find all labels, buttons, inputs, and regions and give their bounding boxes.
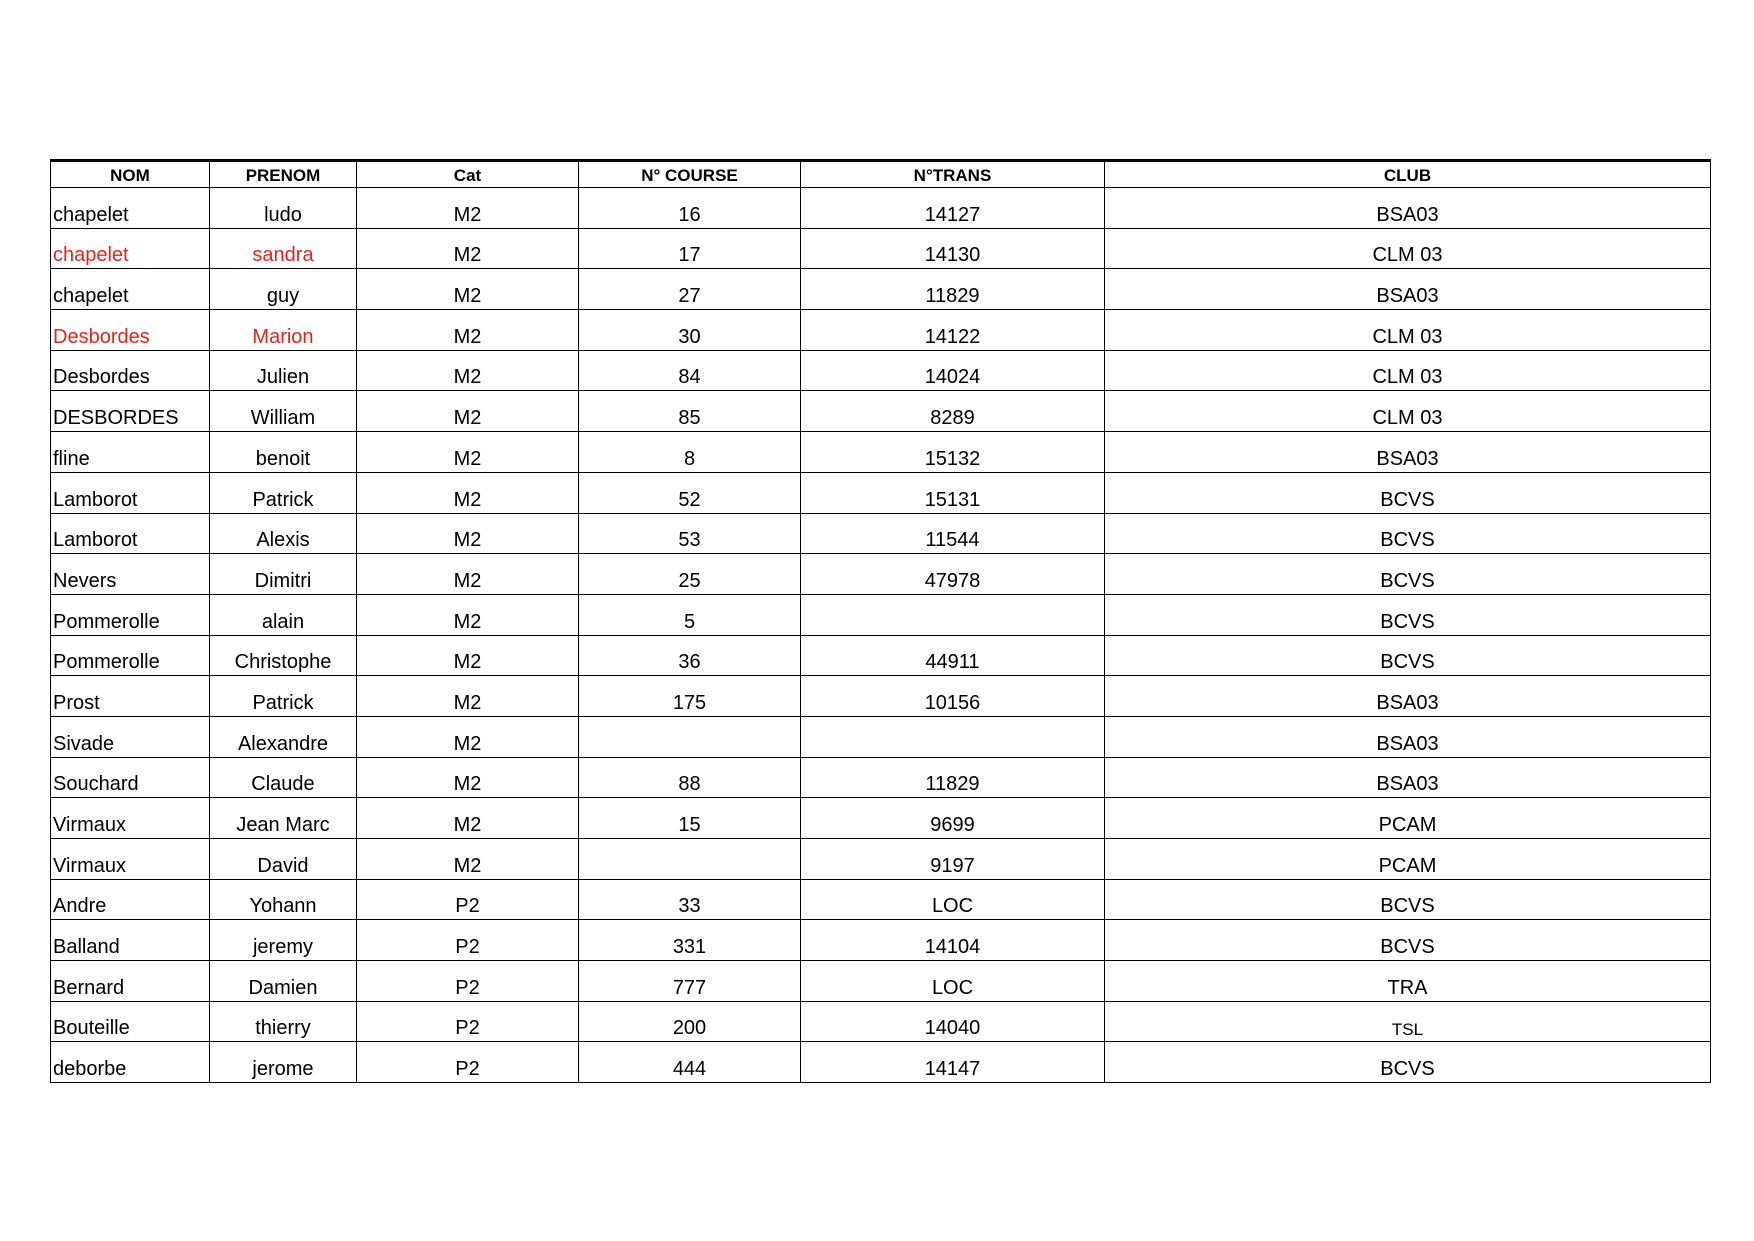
table-row [51, 920, 1711, 961]
cell-nom: deborbe [51, 1042, 210, 1083]
cell-course: 200 [579, 1001, 801, 1042]
cell-nom: Desbordes [51, 310, 210, 351]
cell-nom: chapelet [51, 228, 210, 269]
cell-cat: P2 [357, 879, 579, 920]
cell-course: 36 [579, 635, 801, 676]
table-row [51, 554, 1711, 595]
header-cat: Cat [357, 161, 579, 188]
cell-trans: 10156 [801, 676, 1105, 717]
cell-prenom: William [210, 391, 357, 432]
cell-prenom: David [210, 839, 357, 880]
table-row [51, 879, 1711, 920]
cell-cat: M2 [357, 391, 579, 432]
table-row [51, 269, 1711, 310]
cell-cat: M2 [357, 472, 579, 513]
cell-trans: LOC [801, 961, 1105, 1002]
cell-course: 15 [579, 798, 801, 839]
cell-course: 5 [579, 594, 801, 635]
cell-nom: Pommerolle [51, 594, 210, 635]
table-row [51, 228, 1711, 269]
cell-trans [801, 594, 1105, 635]
cell-cat: P2 [357, 1042, 579, 1083]
cell-trans: 44911 [801, 635, 1105, 676]
cell-trans: 14127 [801, 188, 1105, 229]
cell-course [579, 839, 801, 880]
cell-course [579, 716, 801, 757]
roster-table [50, 159, 1711, 1083]
cell-cat: M2 [357, 350, 579, 391]
cell-club: BCVS [1105, 920, 1711, 961]
cell-course: 25 [579, 554, 801, 595]
cell-nom: fline [51, 432, 210, 473]
cell-cat: P2 [357, 920, 579, 961]
cell-cat: M2 [357, 554, 579, 595]
cell-course: 52 [579, 472, 801, 513]
cell-club: TSL [1105, 1001, 1711, 1042]
cell-cat: M2 [357, 188, 579, 229]
cell-trans: 14024 [801, 350, 1105, 391]
cell-prenom: jerome [210, 1042, 357, 1083]
cell-prenom: thierry [210, 1001, 357, 1042]
cell-prenom: Jean Marc [210, 798, 357, 839]
header-nom: NOM [51, 161, 210, 188]
roster-body [51, 188, 1711, 1083]
cell-cat: M2 [357, 513, 579, 554]
cell-trans: 14040 [801, 1001, 1105, 1042]
cell-club: BSA03 [1105, 432, 1711, 473]
cell-trans: 8289 [801, 391, 1105, 432]
cell-nom: Lamborot [51, 513, 210, 554]
cell-cat: M2 [357, 594, 579, 635]
cell-nom: chapelet [51, 269, 210, 310]
cell-course: 331 [579, 920, 801, 961]
table-row [51, 513, 1711, 554]
cell-cat: M2 [357, 798, 579, 839]
table-row [51, 310, 1711, 351]
cell-trans [801, 716, 1105, 757]
header-trans: N°TRANS [801, 161, 1105, 188]
cell-cat: M2 [357, 310, 579, 351]
cell-prenom: benoit [210, 432, 357, 473]
cell-cat: M2 [357, 716, 579, 757]
cell-club: BCVS [1105, 594, 1711, 635]
cell-cat: P2 [357, 1001, 579, 1042]
cell-course: 84 [579, 350, 801, 391]
table-row [51, 432, 1711, 473]
header-row [51, 161, 1711, 188]
cell-trans: LOC [801, 879, 1105, 920]
table-row [51, 757, 1711, 798]
cell-nom: Andre [51, 879, 210, 920]
cell-course: 85 [579, 391, 801, 432]
cell-club: CLM 03 [1105, 228, 1711, 269]
cell-cat: M2 [357, 757, 579, 798]
spreadsheet-page [50, 159, 1710, 1083]
cell-trans: 11829 [801, 269, 1105, 310]
cell-club: CLM 03 [1105, 350, 1711, 391]
cell-course: 53 [579, 513, 801, 554]
cell-prenom: Julien [210, 350, 357, 391]
cell-prenom: Marion [210, 310, 357, 351]
cell-prenom: alain [210, 594, 357, 635]
table-row [51, 635, 1711, 676]
cell-prenom: Alexandre [210, 716, 357, 757]
table-row [51, 391, 1711, 432]
table-row [51, 472, 1711, 513]
cell-trans: 14147 [801, 1042, 1105, 1083]
cell-prenom: Claude [210, 757, 357, 798]
cell-course: 8 [579, 432, 801, 473]
cell-course: 777 [579, 961, 801, 1002]
header-prenom: PRENOM [210, 161, 357, 188]
cell-nom: Desbordes [51, 350, 210, 391]
cell-prenom: Alexis [210, 513, 357, 554]
table-row [51, 594, 1711, 635]
cell-nom: Bernard [51, 961, 210, 1002]
cell-prenom: Yohann [210, 879, 357, 920]
cell-club: BSA03 [1105, 188, 1711, 229]
cell-trans: 9699 [801, 798, 1105, 839]
cell-club: TRA [1105, 961, 1711, 1002]
cell-cat: M2 [357, 432, 579, 473]
cell-course: 88 [579, 757, 801, 798]
cell-course: 27 [579, 269, 801, 310]
table-row [51, 188, 1711, 229]
cell-prenom: guy [210, 269, 357, 310]
cell-club: BCVS [1105, 879, 1711, 920]
cell-club: BSA03 [1105, 757, 1711, 798]
cell-cat: M2 [357, 839, 579, 880]
cell-club: BSA03 [1105, 716, 1711, 757]
cell-club: BCVS [1105, 472, 1711, 513]
cell-nom: Bouteille [51, 1001, 210, 1042]
cell-club: CLM 03 [1105, 391, 1711, 432]
cell-course: 16 [579, 188, 801, 229]
cell-course: 17 [579, 228, 801, 269]
cell-nom: Virmaux [51, 798, 210, 839]
cell-nom: Souchard [51, 757, 210, 798]
cell-nom: Lamborot [51, 472, 210, 513]
table-row [51, 798, 1711, 839]
cell-trans: 14104 [801, 920, 1105, 961]
cell-course: 444 [579, 1042, 801, 1083]
cell-course: 33 [579, 879, 801, 920]
cell-trans: 11829 [801, 757, 1105, 798]
cell-nom: chapelet [51, 188, 210, 229]
cell-course: 30 [579, 310, 801, 351]
table-row [51, 676, 1711, 717]
cell-prenom: ludo [210, 188, 357, 229]
cell-club: PCAM [1105, 798, 1711, 839]
cell-nom: Virmaux [51, 839, 210, 880]
cell-cat: M2 [357, 635, 579, 676]
cell-prenom: Patrick [210, 676, 357, 717]
table-row [51, 839, 1711, 880]
cell-prenom: Damien [210, 961, 357, 1002]
cell-nom: Nevers [51, 554, 210, 595]
cell-club: BCVS [1105, 554, 1711, 595]
cell-prenom: Dimitri [210, 554, 357, 595]
cell-course: 175 [579, 676, 801, 717]
table-row [51, 1001, 1711, 1042]
cell-nom: Balland [51, 920, 210, 961]
cell-cat: M2 [357, 228, 579, 269]
cell-trans: 14130 [801, 228, 1105, 269]
cell-trans: 15132 [801, 432, 1105, 473]
cell-club: BCVS [1105, 513, 1711, 554]
header-club: CLUB [1105, 161, 1711, 188]
cell-nom: Prost [51, 676, 210, 717]
cell-nom: Pommerolle [51, 635, 210, 676]
cell-trans: 9197 [801, 839, 1105, 880]
cell-club: BSA03 [1105, 269, 1711, 310]
cell-club: PCAM [1105, 839, 1711, 880]
cell-trans: 47978 [801, 554, 1105, 595]
cell-club: BCVS [1105, 1042, 1711, 1083]
cell-cat: M2 [357, 269, 579, 310]
cell-trans: 15131 [801, 472, 1105, 513]
table-row [51, 350, 1711, 391]
cell-trans: 14122 [801, 310, 1105, 351]
cell-prenom: Patrick [210, 472, 357, 513]
cell-nom: DESBORDES [51, 391, 210, 432]
table-row [51, 716, 1711, 757]
cell-cat: P2 [357, 961, 579, 1002]
table-row [51, 1042, 1711, 1083]
cell-prenom: jeremy [210, 920, 357, 961]
cell-club: BSA03 [1105, 676, 1711, 717]
cell-prenom: sandra [210, 228, 357, 269]
header-course: N° COURSE [579, 161, 801, 188]
cell-prenom: Christophe [210, 635, 357, 676]
cell-cat: M2 [357, 676, 579, 717]
cell-trans: 11544 [801, 513, 1105, 554]
cell-nom: Sivade [51, 716, 210, 757]
cell-club: BCVS [1105, 635, 1711, 676]
cell-club: CLM 03 [1105, 310, 1711, 351]
table-row [51, 961, 1711, 1002]
